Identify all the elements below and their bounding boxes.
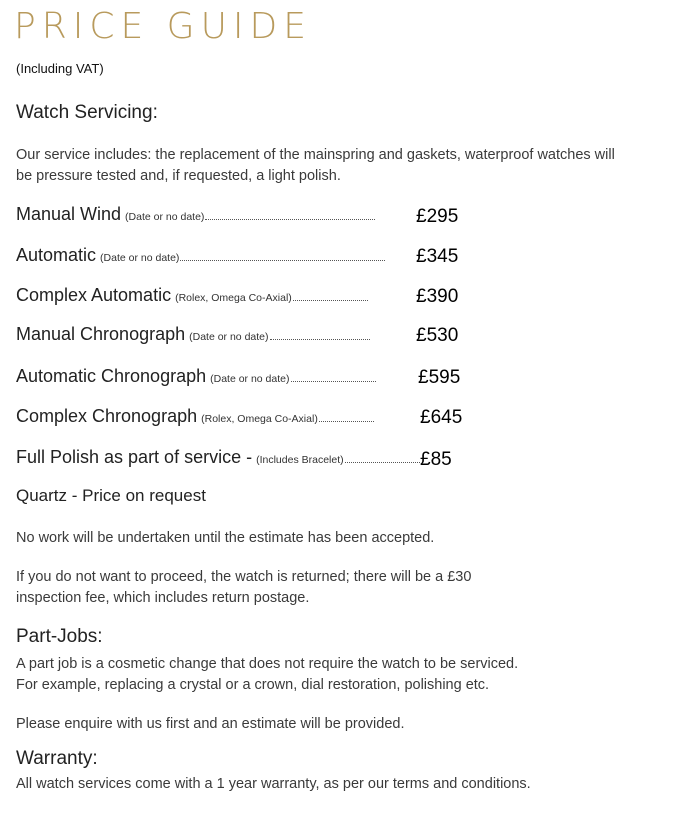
part-jobs-description bbox=[16, 654, 676, 696]
service-note: (Rolex, Omega Co-Axial) bbox=[201, 413, 318, 425]
dot-leader bbox=[291, 381, 376, 382]
service-note: (Date or no date) bbox=[210, 373, 290, 385]
no-work-note: No work will be undertaken until the estimate has been accepted. bbox=[16, 530, 435, 546]
dot-leader bbox=[345, 462, 420, 463]
vat-note: (Including VAT) bbox=[16, 61, 104, 76]
servicing-intro-line: Our service includes: the replacement of the mainspring and gaskets, waterproof watches will bbox=[16, 147, 615, 163]
service-name: Full Polish as part of service - bbox=[16, 447, 253, 467]
price-row-manual-chronograph bbox=[16, 324, 370, 348]
part-jobs-heading: Part-Jobs: bbox=[16, 626, 103, 647]
dot-leader bbox=[293, 300, 368, 301]
service-note: (Rolex, Omega Co-Axial) bbox=[175, 292, 292, 304]
part-jobs-line: A part job is a cosmetic change that does not require the watch to be serviced. bbox=[16, 656, 519, 672]
watch-servicing-heading: Watch Servicing: bbox=[16, 102, 158, 123]
service-name: Automatic Chronograph bbox=[16, 366, 207, 386]
price-automatic-chronograph: £595 bbox=[418, 367, 461, 388]
page-title: PRICE GUIDE bbox=[14, 6, 312, 47]
price-row-complex-automatic bbox=[16, 285, 368, 309]
price-manual-wind: £295 bbox=[416, 206, 459, 227]
servicing-intro-line: be pressure tested and, if requested, a light polish. bbox=[16, 168, 341, 184]
service-note: (Date or no date) bbox=[100, 252, 180, 264]
service-name: Manual Chronograph bbox=[16, 324, 186, 344]
price-row-automatic bbox=[16, 245, 385, 269]
service-note: (Date or no date) bbox=[189, 331, 269, 343]
service-name: Complex Chronograph bbox=[16, 406, 198, 426]
service-note: (Includes Bracelet) bbox=[256, 454, 344, 466]
price-complex-automatic: £390 bbox=[416, 286, 459, 307]
service-name: Automatic bbox=[16, 245, 97, 265]
price-row-automatic-chronograph bbox=[16, 366, 376, 390]
dot-leader bbox=[205, 219, 375, 220]
service-name: Complex Automatic bbox=[16, 285, 172, 305]
quartz-note: Quartz - Price on request bbox=[16, 486, 206, 505]
servicing-intro bbox=[16, 145, 676, 187]
service-note: (Date or no date) bbox=[125, 211, 205, 223]
not-proceed-note bbox=[16, 567, 676, 609]
price-manual-chronograph: £530 bbox=[416, 325, 459, 346]
dot-leader bbox=[270, 339, 370, 340]
dot-leader bbox=[180, 260, 385, 261]
price-automatic: £345 bbox=[416, 246, 459, 267]
price-complex-chronograph: £645 bbox=[420, 407, 463, 428]
not-proceed-line: If you do not want to proceed, the watch is returned; there will be a £30 bbox=[16, 569, 472, 585]
dot-leader bbox=[319, 421, 374, 422]
price-full-polish: £85 bbox=[420, 449, 452, 470]
part-jobs-line: For example, replacing a crystal or a crown, dial restoration, polishing etc. bbox=[16, 677, 490, 693]
warranty-heading: Warranty: bbox=[16, 748, 98, 769]
warranty-text: All watch services come with a 1 year warranty, as per our terms and conditions. bbox=[16, 776, 531, 792]
not-proceed-line: inspection fee, which includes return postage. bbox=[16, 590, 310, 606]
price-row-manual-wind bbox=[16, 204, 375, 228]
price-row-complex-chronograph bbox=[16, 406, 374, 430]
enquire-note: Please enquire with us first and an estimate will be provided. bbox=[16, 716, 405, 732]
service-name: Manual Wind bbox=[16, 204, 122, 224]
price-row-full-polish bbox=[16, 447, 420, 471]
